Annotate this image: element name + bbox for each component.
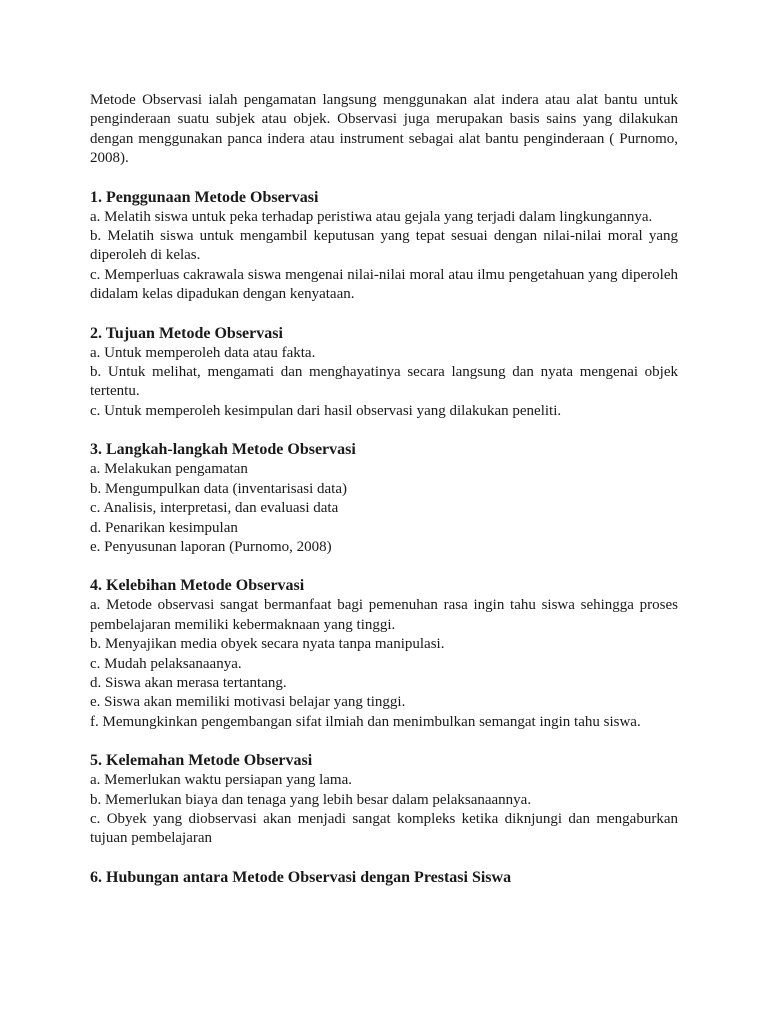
list-item: b. Memerlukan biaya dan tenaga yang lebih besar dalam pelaksanaannya. <box>90 791 532 808</box>
list-item: b. Melatih siswa untuk mengambil keputusan yang tepat sesuai dengan nilai-nilai moral yang diperoleh di kelas. <box>90 228 678 264</box>
section-heading: 2. Tujuan Metode Observasi <box>90 324 283 342</box>
intro-paragraph: Metode Observasi ialah pengamatan langsung menggunakan alat indera atau alat bantu untuk penginderaan suatu subjek atau objek. Observasi juga merupakan basis sains yang dilakukan dengan menggunakan panca indera atau instrument sebagai alat bantu penginderaan ( Purnomo, 2008). <box>90 92 678 167</box>
section-4 <box>90 576 678 732</box>
list-item: b. Untuk melihat, mengamati dan menghayatinya secara langsung dan nyata mengenai objek tertentu. <box>90 364 678 400</box>
list-item: c. Analisis, interpretasi, dan evaluasi data <box>90 500 339 517</box>
list-item: a. Memerlukan waktu persiapan yang lama. <box>90 772 352 789</box>
list-item: e. Penyusunan laporan (Purnomo, 2008) <box>90 538 332 555</box>
section-heading: 5. Kelemahan Metode Observasi <box>90 752 313 770</box>
list-item: e. Siswa akan memiliki motivasi belajar yang tinggi. <box>90 694 406 711</box>
list-item: a. Melakukan pengamatan <box>90 461 248 478</box>
section-heading: 3. Langkah-langkah Metode Observasi <box>90 441 356 459</box>
section-heading: 4. Kelebihan Metode Observasi <box>90 577 305 595</box>
list-item: c. Memperluas cakrawala siswa mengenai nilai-nilai moral atau ilmu pengetahuan yang diperoleh didalam kelas dipadukan dengan kenyataan. <box>90 266 678 303</box>
list-item: b. Mengumpulkan data (inventarisasi data) <box>90 480 348 497</box>
list-item: f. Memungkinkan pengembangan sifat ilmiah dan menimbulkan semangat ingin tahu siswa. <box>90 713 641 730</box>
list-item: b. Menyajikan media obyek secara nyata tanpa manipulasi. <box>90 636 445 653</box>
list-item: d. Siswa akan merasa tertantang. <box>90 674 287 691</box>
list-item: c. Obyek yang diobservasi akan menjadi sangat kompleks ketika diknjungi dan mengaburkan tujuan pembelajaran <box>90 810 678 847</box>
section-heading: 1. Penggunaan Metode Observasi <box>90 188 319 206</box>
list-item: a. Untuk memperoleh data atau fakta. <box>90 344 316 361</box>
section-heading: 6. Hubungan antara Metode Observasi dengan Prestasi Siswa <box>90 868 512 886</box>
list-item: a. Melatih siswa untuk peka terhadap peristiwa atau gejala yang terjadi dalam lingkungannya. <box>90 208 653 225</box>
list-item: c. Mudah pelaksanaanya. <box>90 655 242 672</box>
list-item: a. Metode observasi sangat bermanfaat bagi pemenuhan rasa ingin tahu siswa sehingga proses pembelajaran memiliki kebermaknaan yang tinggi. <box>90 597 678 633</box>
sections-container <box>90 188 678 888</box>
section-1 <box>90 188 678 305</box>
section-6 <box>90 868 678 888</box>
list-item: d. Penarikan kesimpulan <box>90 519 238 536</box>
section-5 <box>90 751 678 849</box>
section-3 <box>90 440 678 557</box>
list-item: c. Untuk memperoleh kesimpulan dari hasil observasi yang dilakukan peneliti. <box>90 402 562 419</box>
section-2 <box>90 324 678 422</box>
